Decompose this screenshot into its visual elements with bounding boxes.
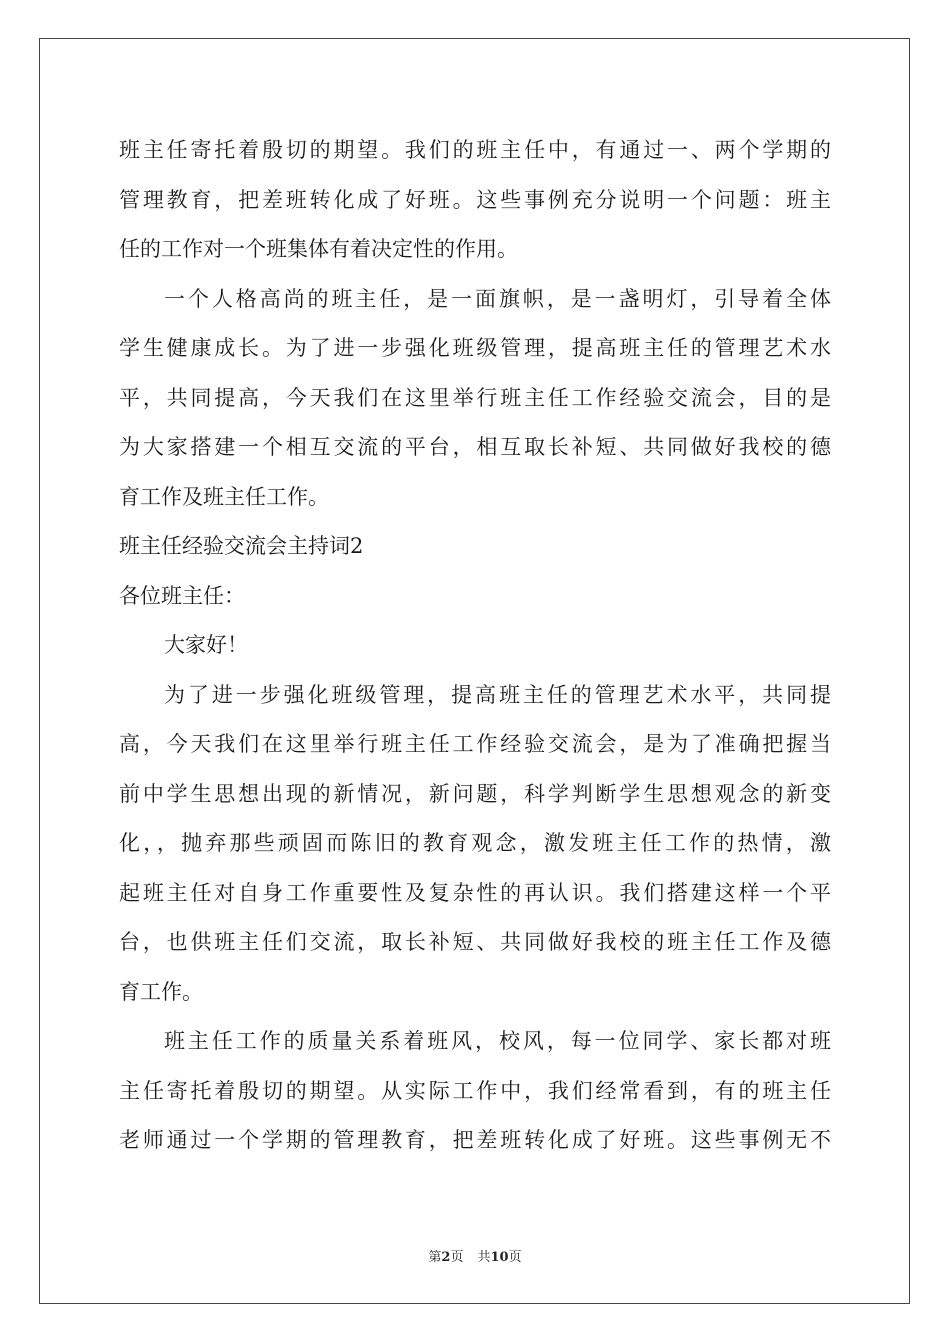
section-heading: 班主任经验交流会主持词2 xyxy=(119,534,364,558)
total-pages: 10 xyxy=(490,1250,509,1265)
text-line: 班主任工作的质量关系着班风，校风，每一位同学、家长都对班 xyxy=(164,1029,831,1053)
text-line: 育工作及班主任工作。 xyxy=(119,484,329,509)
total-prefix: 共 xyxy=(477,1250,491,1265)
text-line: 前中学生思想出现的新情况，新问题，科学判断学生思想观念的新变 xyxy=(119,781,831,806)
text-line: 为了进一步强化班级管理，提高班主任的管理艺术水平，共同提 xyxy=(164,682,831,707)
greeting: 大家好！ xyxy=(164,633,248,657)
page-suffix: 页 xyxy=(450,1250,464,1265)
text-line: 台，也供班主任们交流，取长补短、共同做好我校的班主任工作及德 xyxy=(119,930,831,954)
text-line: 为大家搭建一个相互交流的平台，相互取长补短、共同做好我校的德 xyxy=(119,435,831,459)
page-footer xyxy=(0,1246,950,1265)
text-line: 一个人格高尚的班主任，是一面旗帜，是一盏明灯，引导着全体 xyxy=(164,286,831,311)
page-number: 2 xyxy=(441,1250,451,1265)
total-suffix: 页 xyxy=(508,1250,522,1265)
text-line: 管理教育，把差班转化成了好班。这些事例充分说明一个问题：班主 xyxy=(119,187,831,212)
document-body xyxy=(119,126,831,1166)
salutation: 各位班主任： xyxy=(119,583,245,608)
text-line: 学生健康成长。为了进一步强化班级管理，提高班主任的管理艺术水 xyxy=(119,336,831,360)
text-line: 老师通过一个学期的管理教育，把差班转化成了好班。这些事例无不 xyxy=(119,1128,831,1152)
text-line: 高，今天我们在这里举行班主任工作经验交流会，是为了准确把握当 xyxy=(119,732,831,756)
text-line: 化，，抛弃那些顽固而陈旧的教育观念，激发班主任工作的热情，激 xyxy=(119,831,831,855)
text-line: 班主任寄托着殷切的期望。我们的班主任中，有通过一、两个学期的 xyxy=(119,138,831,162)
page-prefix: 第 xyxy=(428,1250,442,1265)
text-line: 起班主任对自身工作重要性及复杂性的再认识。我们搭建这样一个平 xyxy=(119,880,831,905)
text-line: 任的工作对一个班集体有着决定性的作用。 xyxy=(119,237,518,261)
text-line: 平，共同提高，今天我们在这里举行班主任工作经验交流会，目的是 xyxy=(119,385,831,410)
text-line: 主任寄托着殷切的期望。从实际工作中，我们经常看到，有的班主任 xyxy=(119,1078,831,1103)
text-line: 育工作。 xyxy=(119,979,203,1004)
